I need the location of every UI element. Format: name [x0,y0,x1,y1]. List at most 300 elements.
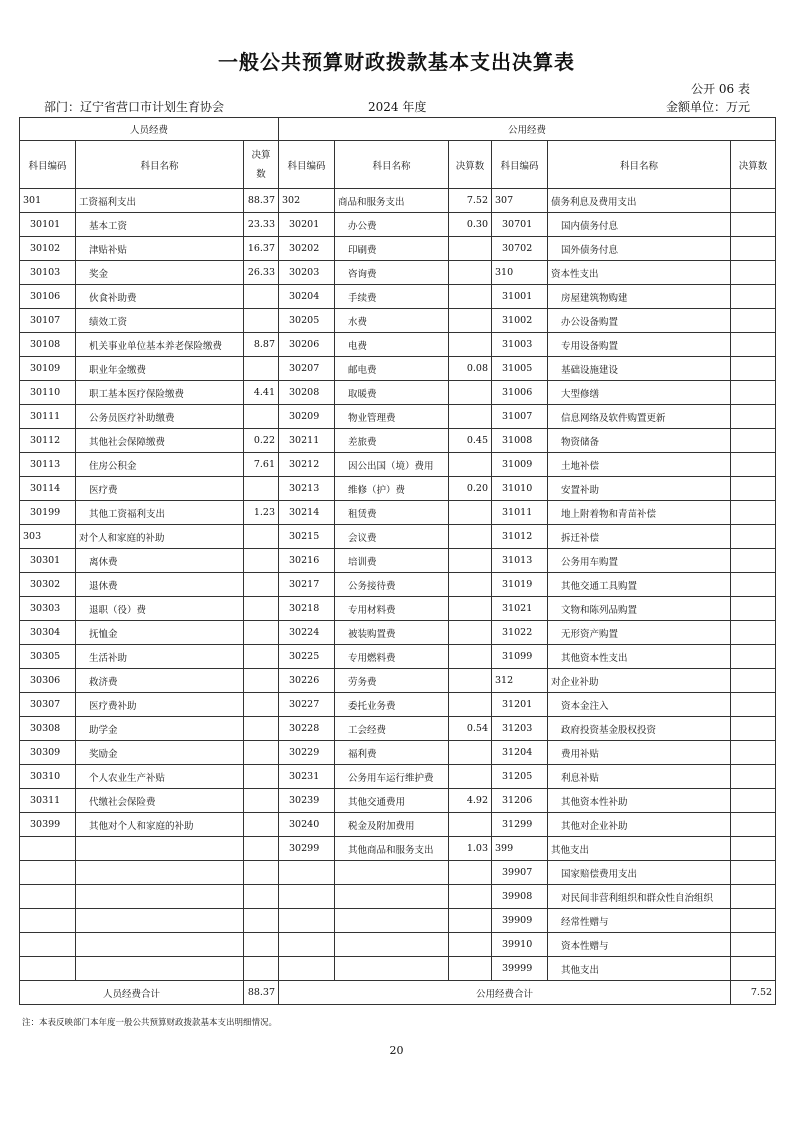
subject-code-cell [279,885,335,909]
amount-cell [731,549,776,573]
subject-name-cell: 离休费 [76,549,244,573]
amount-cell [731,693,776,717]
subject-name-cell: 机关事业单位基本养老保险缴费 [76,333,244,357]
amount-cell [244,693,279,717]
table-row [20,381,776,405]
subject-name-cell: 专用设备购置 [548,333,731,357]
subject-name-cell [76,861,244,885]
amount-cell: 1.23 [244,501,279,525]
subject-name-cell: 其他资本性支出 [548,645,731,669]
amount-cell [731,741,776,765]
amount-cell [244,357,279,381]
subject-code-cell: 31008 [492,429,548,453]
totals-row [20,981,776,1005]
subject-code-cell: 30203 [279,261,335,285]
amount-cell: 7.61 [244,453,279,477]
amount-cell [449,285,492,309]
subject-code-cell: 31007 [492,405,548,429]
subject-name-cell: 公务用车购置 [548,549,731,573]
amount-cell [731,909,776,933]
amount-cell [731,645,776,669]
amount-cell [731,861,776,885]
subject-name-cell: 被装购置费 [335,621,449,645]
subject-name-cell: 水费 [335,309,449,333]
amount-cell [731,957,776,981]
subject-code-cell: 302 [279,189,335,213]
amount-cell [731,837,776,861]
subject-name-cell: 债务利息及费用支出 [548,189,731,213]
subject-name-cell: 公务用车运行维护费 [335,765,449,789]
amount-cell [731,405,776,429]
subject-name-cell: 地上附着物和青苗补偿 [548,501,731,525]
amount-cell [449,405,492,429]
amount-cell [244,477,279,501]
subject-code-cell: 31005 [492,357,548,381]
subject-code-cell: 31206 [492,789,548,813]
subject-code-cell: 30108 [20,333,76,357]
subject-code-cell: 31012 [492,525,548,549]
subject-code-cell: 39999 [492,957,548,981]
amount-cell [244,309,279,333]
amount-cell [244,597,279,621]
public-total-label: 公用经费合计 [279,981,731,1005]
subject-name-cell: 商品和服务支出 [335,189,449,213]
public-total-value: 7.52 [731,981,776,1005]
amount-cell: 7.52 [449,189,492,213]
amount-cell [449,885,492,909]
subject-name-cell: 经常性赠与 [548,909,731,933]
amount-cell [731,333,776,357]
subject-name-cell: 取暖费 [335,381,449,405]
subject-name-cell: 生活补助 [76,645,244,669]
header-name: 科目名称 [335,141,449,189]
subject-name-cell [335,909,449,933]
table-row [20,213,776,237]
table-row [20,765,776,789]
subject-code-cell: 30103 [20,261,76,285]
subject-name-cell: 住房公积金 [76,453,244,477]
amount-cell [731,573,776,597]
subject-code-cell: 30212 [279,453,335,477]
subject-code-cell: 30301 [20,549,76,573]
personnel-total-label: 人员经费合计 [20,981,244,1005]
subject-code-cell: 312 [492,669,548,693]
subject-name-cell: 办公设备购置 [548,309,731,333]
footnote: 注：本表反映部门本年度一般公共预算财政拨款基本支出明细情况。 [22,1018,278,1028]
table-code: 公开 06 表 [691,82,750,96]
amount-cell [731,885,776,909]
subject-code-cell: 31201 [492,693,548,717]
subject-code-cell: 30231 [279,765,335,789]
header-code: 科目编码 [20,141,76,189]
amount-cell [731,789,776,813]
amount-cell [731,765,776,789]
subject-name-cell: 费用补贴 [548,741,731,765]
subject-code-cell: 30306 [20,669,76,693]
subject-code-cell: 31013 [492,549,548,573]
subject-code-cell: 31205 [492,765,548,789]
amount-cell [449,693,492,717]
subject-code-cell: 30208 [279,381,335,405]
amount-cell [449,909,492,933]
subject-code-cell: 30302 [20,573,76,597]
subject-name-cell: 抚恤金 [76,621,244,645]
subject-name-cell: 因公出国（境）费用 [335,453,449,477]
subject-code-cell: 30112 [20,429,76,453]
subject-name-cell: 安置补助 [548,477,731,501]
subject-name-cell: 其他资本性补助 [548,789,731,813]
amount-cell [449,261,492,285]
subject-code-cell: 30206 [279,333,335,357]
subject-name-cell: 土地补偿 [548,453,731,477]
amount-cell [731,309,776,333]
amount-cell [244,789,279,813]
amount-cell [731,285,776,309]
amount-cell [731,501,776,525]
amount-cell: 0.22 [244,429,279,453]
amount-cell [731,453,776,477]
subject-code-cell [279,861,335,885]
subject-code-cell: 30106 [20,285,76,309]
table-row [20,285,776,309]
subject-name-cell: 文物和陈列品购置 [548,597,731,621]
subject-name-cell: 职工基本医疗保险缴费 [76,381,244,405]
subject-code-cell: 31099 [492,645,548,669]
amount-cell [244,405,279,429]
subject-code-cell: 30305 [20,645,76,669]
subject-name-cell [76,885,244,909]
subject-name-cell: 其他工资福利支出 [76,501,244,525]
page-title: 一般公共预算财政拨款基本支出决算表 [218,50,575,74]
amount-cell [449,933,492,957]
subject-name-cell: 其他支出 [548,837,731,861]
amount-cell [449,381,492,405]
subject-name-cell: 房屋建筑物购建 [548,285,731,309]
subject-name-cell: 物资储备 [548,429,731,453]
subject-code-cell: 399 [492,837,548,861]
table-row [20,429,776,453]
subject-name-cell: 其他商品和服务支出 [335,837,449,861]
subject-code-cell: 30702 [492,237,548,261]
subject-code-cell: 303 [20,525,76,549]
subject-code-cell: 30228 [279,717,335,741]
amount-cell [731,717,776,741]
subject-code-cell: 31010 [492,477,548,501]
subject-name-cell: 资本金注入 [548,693,731,717]
subject-code-cell: 310 [492,261,548,285]
subject-name-cell: 资本性赠与 [548,933,731,957]
subject-name-cell: 助学金 [76,717,244,741]
subject-name-cell: 基本工资 [76,213,244,237]
header-amount: 决算 数 [244,141,279,189]
subject-code-cell [20,885,76,909]
subject-code-cell [20,957,76,981]
amount-cell [731,621,776,645]
amount-cell [449,741,492,765]
subject-code-cell: 30110 [20,381,76,405]
subject-name-cell: 代缴社会保险费 [76,789,244,813]
subject-code-cell: 30109 [20,357,76,381]
table-row [20,189,776,213]
subject-code-cell: 30239 [279,789,335,813]
amount-cell [731,933,776,957]
subject-code-cell: 31299 [492,813,548,837]
subject-name-cell: 信息网络及软件购置更新 [548,405,731,429]
subject-name-cell: 无形资产购置 [548,621,731,645]
subject-code-cell: 30207 [279,357,335,381]
amount-cell [449,333,492,357]
header-amount: 决算数 [731,141,776,189]
amount-cell: 0.08 [449,357,492,381]
subject-code-cell: 31003 [492,333,548,357]
amount-cell [449,861,492,885]
column-header-row [20,141,776,189]
subject-code-cell [279,957,335,981]
subject-code-cell: 31019 [492,573,548,597]
table-row [20,549,776,573]
subject-name-cell: 个人农业生产补贴 [76,765,244,789]
amount-cell [244,717,279,741]
group-public: 公用经费 [279,118,776,141]
amount-cell [449,573,492,597]
amount-cell: 8.87 [244,333,279,357]
amount-cell [449,669,492,693]
amount-cell [449,453,492,477]
subject-name-cell: 其他对个人和家庭的补助 [76,813,244,837]
subject-name-cell: 职业年金缴费 [76,357,244,381]
amount-cell [449,549,492,573]
amount-cell: 0.30 [449,213,492,237]
subject-name-cell: 培训费 [335,549,449,573]
amount-cell [449,597,492,621]
subject-code-cell: 30113 [20,453,76,477]
table-row [20,813,776,837]
amount-cell [244,933,279,957]
table-row [20,669,776,693]
amount-cell [244,741,279,765]
subject-code-cell: 30114 [20,477,76,501]
subject-name-cell: 伙食补助费 [76,285,244,309]
subject-name-cell [335,861,449,885]
subject-code-cell [20,837,76,861]
table-row [20,261,776,285]
amount-cell [244,957,279,981]
subject-name-cell: 其他社会保障缴费 [76,429,244,453]
subject-name-cell: 退职（役）费 [76,597,244,621]
subject-name-cell: 工会经费 [335,717,449,741]
subject-code-cell [279,909,335,933]
subject-name-cell: 委托业务费 [335,693,449,717]
amount-cell [449,621,492,645]
table-row [20,693,776,717]
amount-cell [244,813,279,837]
table-row [20,861,776,885]
table-row [20,597,776,621]
subject-code-cell: 30308 [20,717,76,741]
subject-code-cell: 39910 [492,933,548,957]
subject-name-cell: 其他交通费用 [335,789,449,813]
table-row [20,237,776,261]
subject-name-cell [76,933,244,957]
table-row [20,357,776,381]
subject-name-cell [335,885,449,909]
subject-name-cell: 医疗费补助 [76,693,244,717]
header-code: 科目编码 [492,141,548,189]
subject-name-cell: 资本性支出 [548,261,731,285]
subject-code-cell: 30299 [279,837,335,861]
subject-code-cell: 30217 [279,573,335,597]
subject-code-cell: 31022 [492,621,548,645]
subject-code-cell: 30225 [279,645,335,669]
subject-code-cell: 30224 [279,621,335,645]
subject-code-cell: 31011 [492,501,548,525]
subject-code-cell: 30107 [20,309,76,333]
subject-name-cell: 国外债务付息 [548,237,731,261]
subject-name-cell: 基础设施建设 [548,357,731,381]
subject-code-cell: 30229 [279,741,335,765]
subject-code-cell: 31001 [492,285,548,309]
subject-code-cell: 31009 [492,453,548,477]
amount-cell [244,861,279,885]
subject-code-cell: 30209 [279,405,335,429]
subject-name-cell: 拆迁补偿 [548,525,731,549]
group-personnel: 人员经费 [20,118,279,141]
subject-code-cell: 30240 [279,813,335,837]
amount-cell [244,549,279,573]
amount-cell [731,429,776,453]
subject-name-cell: 国家赔偿费用支出 [548,861,731,885]
subject-name-cell: 其他交通工具购置 [548,573,731,597]
table-row [20,741,776,765]
amount-cell [731,213,776,237]
subject-code-cell: 30102 [20,237,76,261]
amount-cell [244,525,279,549]
subject-code-cell: 39908 [492,885,548,909]
table-row [20,453,776,477]
subject-code-cell: 30199 [20,501,76,525]
unit-label: 金额单位：万元 [665,100,750,114]
amount-cell [244,669,279,693]
subject-name-cell [335,933,449,957]
amount-cell: 4.41 [244,381,279,405]
table-row [20,501,776,525]
subject-name-cell: 救济费 [76,669,244,693]
subject-name-cell: 利息补贴 [548,765,731,789]
subject-name-cell: 会议费 [335,525,449,549]
amount-cell [731,189,776,213]
subject-name-cell: 公务员医疗补助缴费 [76,405,244,429]
subject-name-cell: 医疗费 [76,477,244,501]
table-row [20,525,776,549]
amount-cell [449,645,492,669]
subject-code-cell: 30216 [279,549,335,573]
table-row [20,573,776,597]
subject-name-cell: 邮电费 [335,357,449,381]
table-row [20,909,776,933]
subject-name-cell: 津贴补贴 [76,237,244,261]
header-name: 科目名称 [76,141,244,189]
amount-cell [449,525,492,549]
subject-name-cell: 大型修缮 [548,381,731,405]
subject-code-cell: 30201 [279,213,335,237]
table-row [20,621,776,645]
subject-code-cell [279,933,335,957]
subject-name-cell: 其他支出 [548,957,731,981]
amount-cell [449,309,492,333]
table-row [20,645,776,669]
amount-cell [731,597,776,621]
table-row [20,309,776,333]
amount-cell [244,909,279,933]
amount-cell [244,765,279,789]
amount-cell [449,501,492,525]
amount-cell [731,525,776,549]
subject-code-cell: 301 [20,189,76,213]
subject-name-cell [76,957,244,981]
amount-cell [731,381,776,405]
subject-name-cell: 物业管理费 [335,405,449,429]
subject-name-cell: 国内债务付息 [548,213,731,237]
subject-name-cell [335,957,449,981]
subject-name-cell: 专用材料费 [335,597,449,621]
department-label: 部门：辽宁省营口市计划生育协会 [44,100,225,114]
personnel-total-value: 88.37 [244,981,279,1005]
table-row [20,957,776,981]
subject-name-cell: 对民间非营利组织和群众性自治组织 [548,885,731,909]
amount-cell [731,813,776,837]
subject-code-cell: 30309 [20,741,76,765]
subject-name-cell: 政府投资基金股权投资 [548,717,731,741]
subject-code-cell: 30214 [279,501,335,525]
table-row [20,405,776,429]
subject-code-cell [20,933,76,957]
subject-name-cell: 绩效工资 [76,309,244,333]
subject-name-cell: 工资福利支出 [76,189,244,213]
amount-cell [449,957,492,981]
subject-name-cell: 咨询费 [335,261,449,285]
subject-code-cell: 30211 [279,429,335,453]
subject-code-cell: 31002 [492,309,548,333]
header-code: 科目编码 [279,141,335,189]
subject-name-cell: 劳务费 [335,669,449,693]
subject-code-cell: 30304 [20,621,76,645]
table-row [20,837,776,861]
amount-cell: 4.92 [449,789,492,813]
subject-name-cell: 电费 [335,333,449,357]
amount-cell [244,885,279,909]
table-row [20,333,776,357]
subject-name-cell: 福利费 [335,741,449,765]
amount-cell [731,357,776,381]
subject-code-cell: 307 [492,189,548,213]
amount-cell [731,477,776,501]
subject-name-cell [76,909,244,933]
subject-code-cell [20,861,76,885]
amount-cell: 23.33 [244,213,279,237]
expenditure-table [19,117,776,1005]
subject-name-cell: 公务接待费 [335,573,449,597]
subject-code-cell: 30215 [279,525,335,549]
subject-name-cell: 租赁费 [335,501,449,525]
subject-code-cell: 30111 [20,405,76,429]
amount-cell [449,765,492,789]
subject-code-cell: 30226 [279,669,335,693]
subject-name-cell: 办公费 [335,213,449,237]
subject-code-cell: 39907 [492,861,548,885]
amount-cell: 26.33 [244,261,279,285]
amount-cell: 0.45 [449,429,492,453]
subject-code-cell: 31006 [492,381,548,405]
